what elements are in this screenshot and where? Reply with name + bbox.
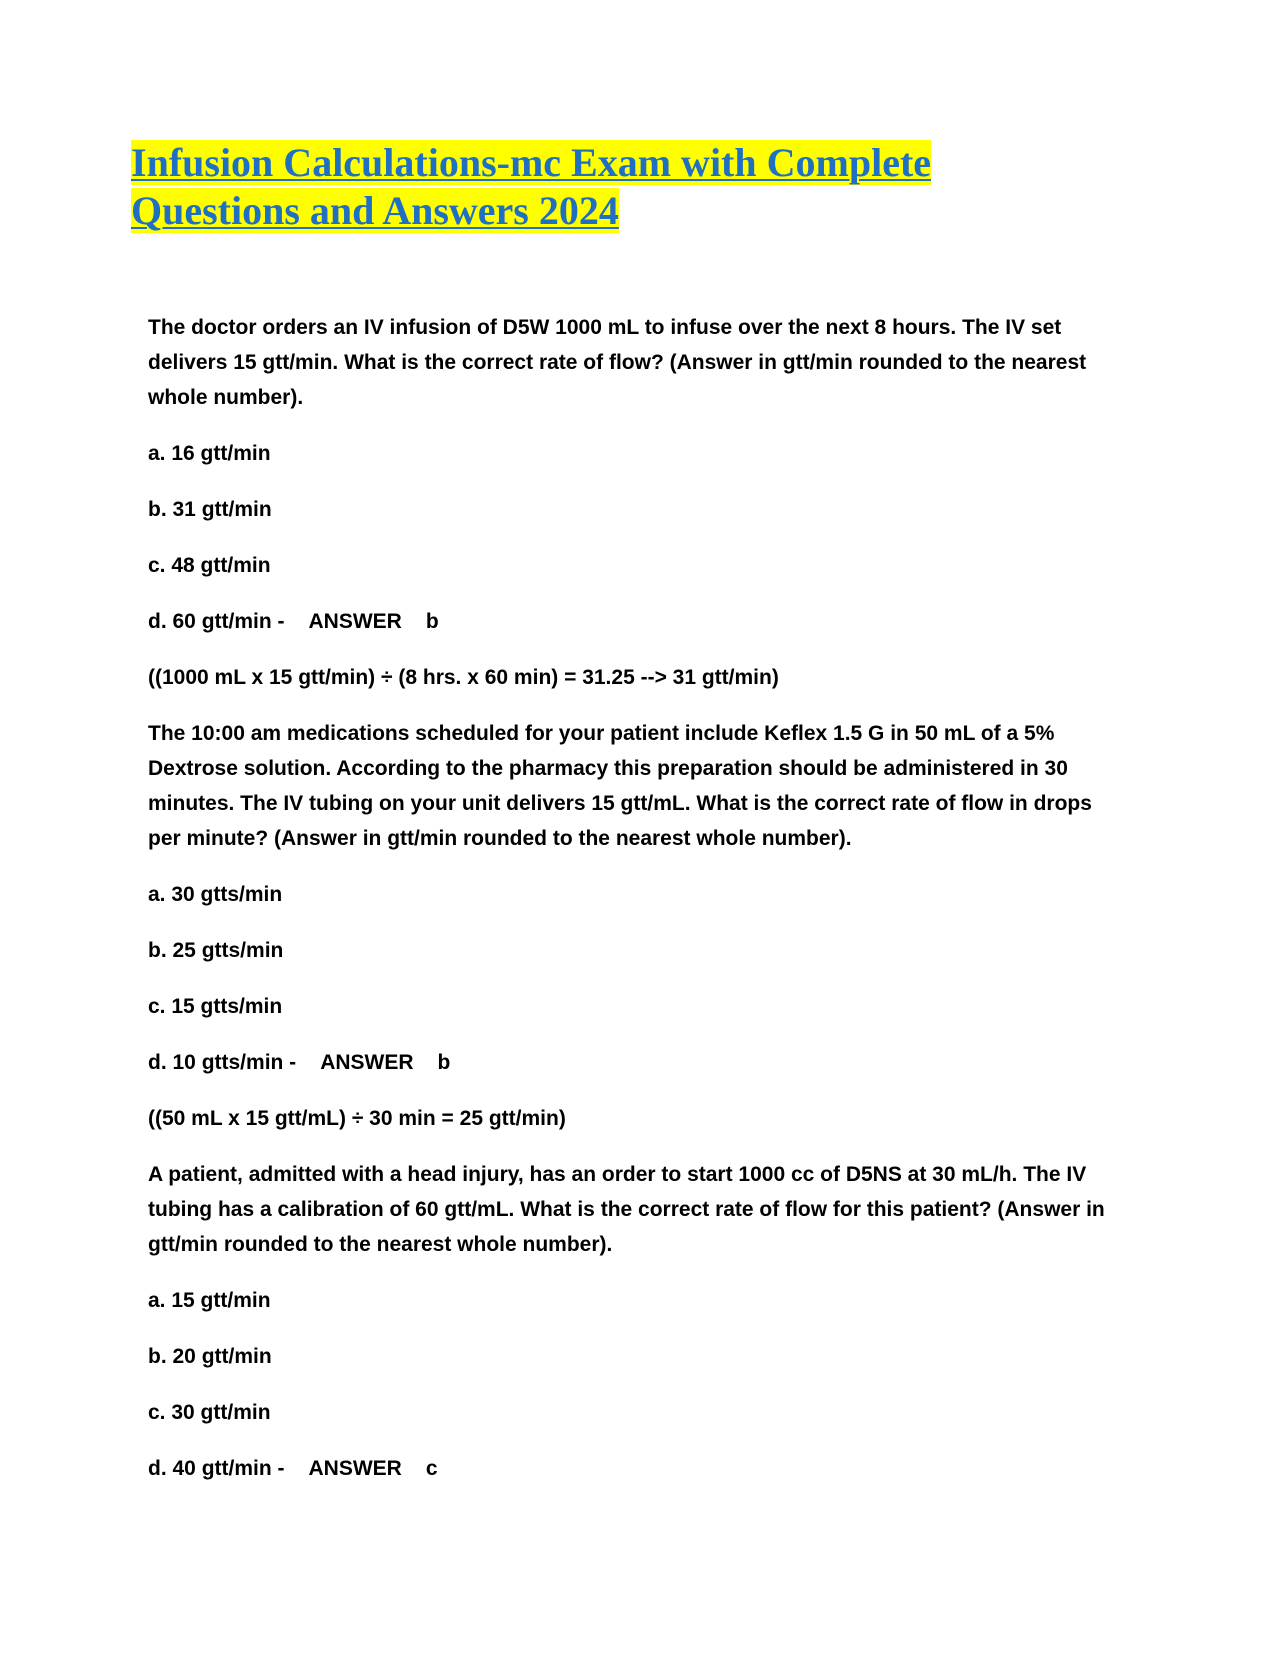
question-3-option-d-row [148, 1451, 1128, 1486]
question-3-option-b: b. 20 gtt/min [148, 1345, 272, 1368]
question-1-explanation: ((1000 mL x 15 gtt/min) ÷ (8 hrs. x 60 min) = 31.25 --> 31 gtt/min) [148, 666, 779, 689]
question-2-answer: b [437, 1051, 451, 1074]
question-2-stem: The 10:00 am medications scheduled for your patient include Keflex 1.5 G in 50 mL of a 5% Dextrose solution. According to the pharmacy this preparation should be administered in 30 minutes. The IV tubing on your unit delivers 15 gtt/mL. What is the correct rate of flow in drops per minute? (Answer in gtt/min rounded to the nearest whole number). [148, 722, 1092, 850]
question-2-explanation: ((50 mL x 15 gtt/mL) ÷ 30 min = 25 gtt/min) [148, 1107, 566, 1130]
question-2-option-b: b. 25 gtts/min [148, 939, 284, 962]
question-1-answer-label: ANSWER [308, 610, 402, 633]
question-2-option-d: d. 10 gtts/min - [148, 1051, 297, 1074]
question-1-answer: b [425, 610, 439, 633]
question-3-stem: A patient, admitted with a head injury, has an order to start 1000 cc of D5NS at 30 mL/h. The IV tubing has a calibration of 60 gtt/mL. What is the correct rate of flow for this patient? (Answer in gtt/min rounded to the nearest whole number). [148, 1163, 1105, 1256]
question-3-option-d: d. 40 gtt/min - [148, 1457, 285, 1480]
question-1-stem: The doctor orders an IV infusion of D5W 1000 mL to infuse over the next 8 hours. The IV set delivers 15 gtt/min. What is the correct rate of flow? (Answer in gtt/min rounded to the nearest whole number). [148, 316, 1087, 409]
question-1-option-b: b. 31 gtt/min [148, 498, 272, 521]
question-2-answer-label: ANSWER [320, 1051, 414, 1074]
questions-container [148, 310, 1128, 1507]
question-2-option-d-row [148, 1045, 1128, 1080]
question-1-option-a: a. 16 gtt/min [148, 442, 271, 465]
question-1-option-d: d. 60 gtt/min - [148, 610, 285, 633]
question-3-answer: c [425, 1457, 438, 1480]
question-3-option-a: a. 15 gtt/min [148, 1289, 271, 1312]
question-3-option-c: c. 30 gtt/min [148, 1401, 271, 1424]
question-2-option-a: a. 30 gtts/min [148, 883, 283, 906]
question-2-option-c: c. 15 gtts/min [148, 995, 283, 1018]
document-title [131, 139, 1011, 235]
document-title-text: Infusion Calculations-mc Exam with Complete Questions and Answers 2024 [131, 140, 932, 233]
question-1-option-d-row [148, 604, 1128, 639]
question-1-option-c: c. 48 gtt/min [148, 554, 271, 577]
question-3-answer-label: ANSWER [308, 1457, 402, 1480]
